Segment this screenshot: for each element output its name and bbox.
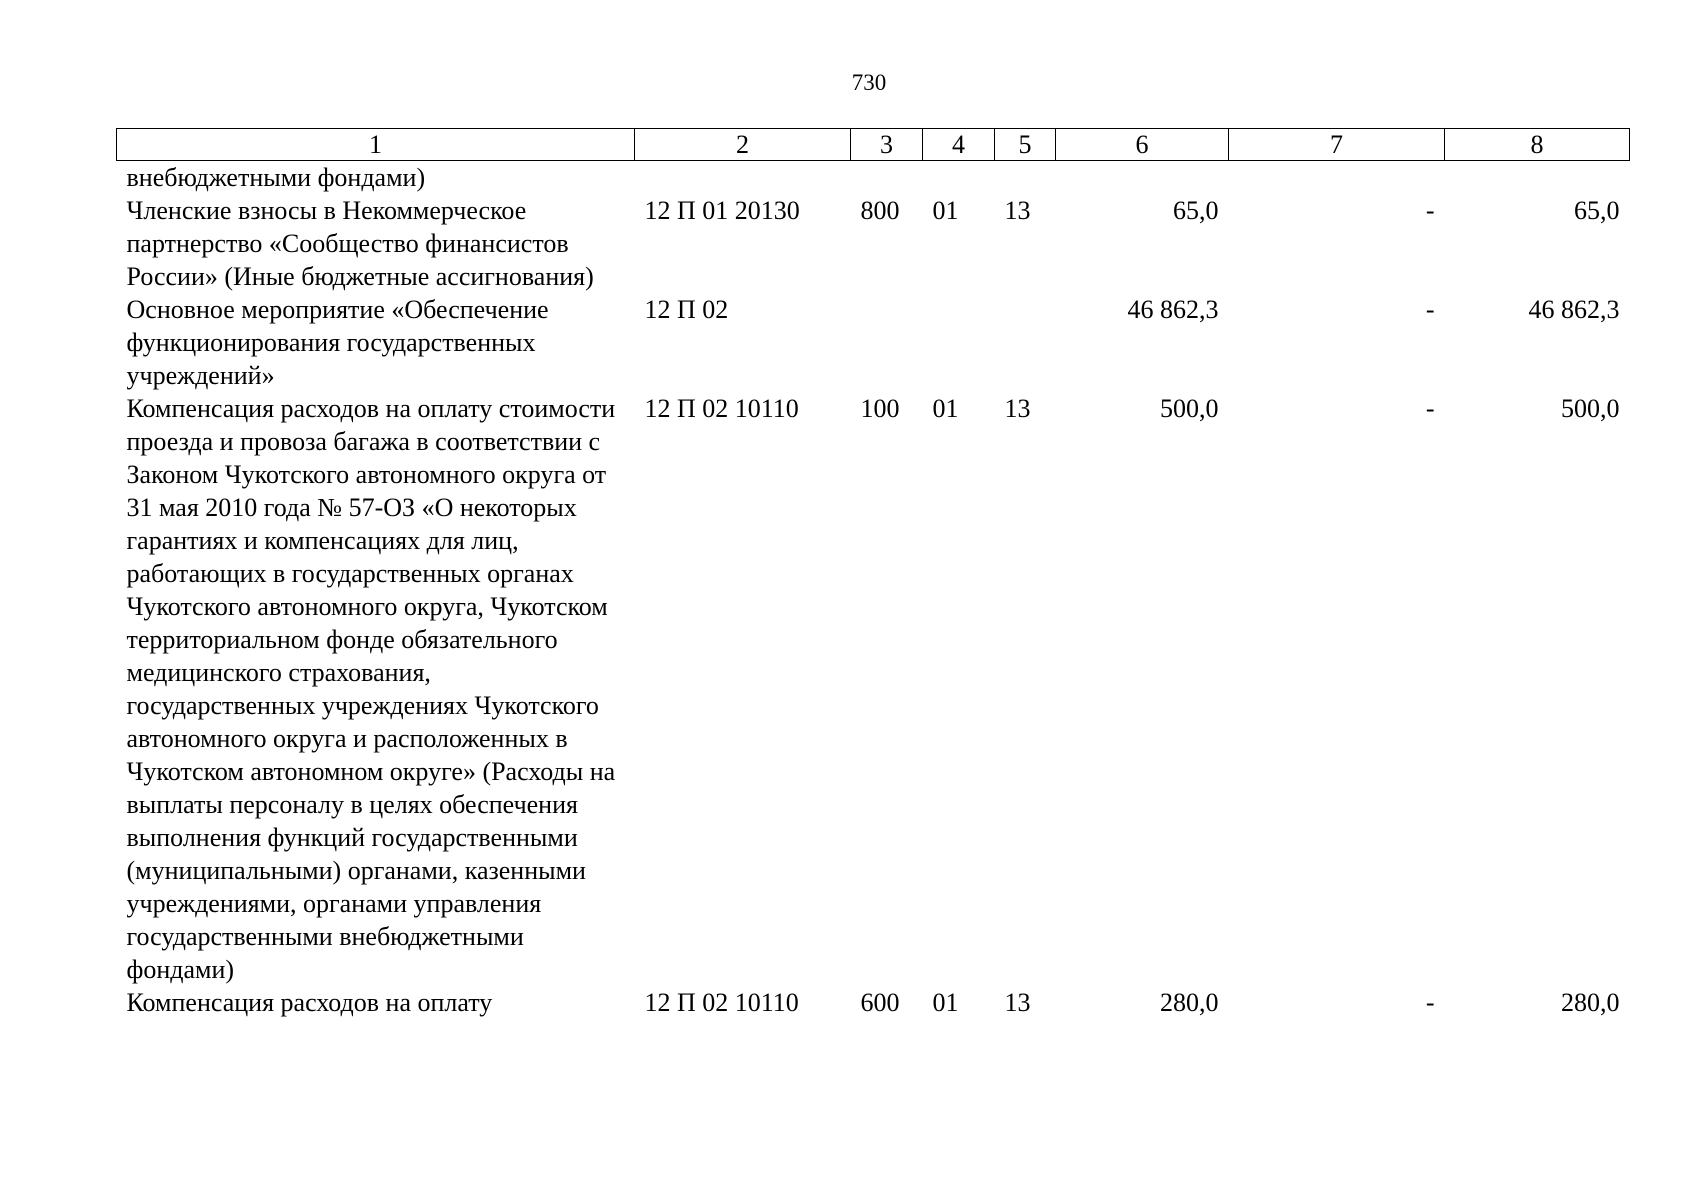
- row-pr: [995, 161, 1056, 195]
- header-col-7: 7: [1229, 129, 1445, 161]
- row-sum6: 46 862,3: [1127, 295, 1219, 324]
- row-name: Компенсация расходов на оплату: [126, 988, 493, 1017]
- header-col-6: 6: [1056, 129, 1229, 161]
- budget-table: [116, 128, 1630, 1019]
- row-sum8: 46 862,3: [1528, 295, 1620, 324]
- page-number: 730: [851, 70, 887, 95]
- row-rz: [923, 293, 995, 392]
- header-col-3: 3: [851, 129, 923, 161]
- row-sum6: 65,0: [1173, 196, 1219, 225]
- row-sum7: -: [1425, 295, 1435, 324]
- row-vr: 600: [860, 988, 900, 1017]
- table-row: [117, 392, 1630, 986]
- header-col-8: 8: [1445, 129, 1630, 161]
- table-row: [117, 194, 1630, 293]
- header-col-1: 1: [117, 129, 635, 161]
- row-sum8: 65,0: [1574, 196, 1620, 225]
- table-row: [117, 161, 1630, 195]
- row-pr: [995, 293, 1056, 392]
- table-row: [117, 986, 1630, 1019]
- header-col-5: 5: [995, 129, 1056, 161]
- row-vr: 100: [860, 394, 900, 423]
- row-pr: 13: [1004, 196, 1031, 225]
- row-vr: 800: [860, 196, 900, 225]
- row-sum7: [1229, 161, 1445, 195]
- row-code: 12 П 02 10110: [644, 988, 799, 1017]
- row-sum7: -: [1425, 394, 1435, 423]
- header-col-2: 2: [635, 129, 851, 161]
- row-rz: [923, 161, 995, 195]
- row-pr: 13: [1004, 394, 1031, 423]
- row-pr: 13: [1004, 988, 1031, 1017]
- header-col-4: 4: [923, 129, 995, 161]
- row-rz: 01: [932, 394, 959, 423]
- row-code: [635, 161, 851, 195]
- row-vr: [851, 161, 923, 195]
- row-sum8: 500,0: [1561, 394, 1620, 423]
- row-vr: [851, 293, 923, 392]
- header-row: [117, 129, 1630, 161]
- row-sum6: 500,0: [1160, 394, 1219, 423]
- row-rz: 01: [932, 988, 959, 1017]
- row-sum6: [1056, 161, 1229, 195]
- row-sum6: 280,0: [1160, 988, 1219, 1017]
- table-row: [117, 293, 1630, 392]
- row-name: внебюджетными фондами): [126, 163, 426, 192]
- row-sum7: -: [1425, 196, 1435, 225]
- row-sum7: -: [1425, 988, 1435, 1017]
- row-code: 12 П 01 20130: [644, 196, 800, 225]
- table-body: [117, 161, 1630, 1020]
- row-code: 12 П 02 10110: [644, 394, 799, 423]
- row-code: 12 П 02: [644, 295, 729, 324]
- row-name: Основное мероприятие «Обеспечение функционирования государственных учреждений»: [126, 295, 549, 390]
- row-sum8: [1445, 161, 1630, 195]
- table-header: [117, 129, 1630, 161]
- row-sum8: 280,0: [1561, 988, 1620, 1017]
- row-name: Членские взносы в Некоммерческое партнерство «Сообщество финансистов России» (Иные бюджетные ассигнования): [126, 196, 594, 291]
- row-name: Компенсация расходов на оплату стоимости проезда и провоза багажа в соответствии с Законом Чукотского автономного округа от 31 мая 2010 года № 57-ОЗ «О некоторых гарантиях и компенсациях для лиц, работающих в государственных органах Чукотского автономного округа, Чукотском территориальном фонде обязательного медицинского страхования, государственных учреждениях Чукотского автономного округа и расположенных в Чукотском автономном округе» (Расходы на выплаты персоналу в целях обеспечения выполнения функций государственными (муниципальными) органами, казенными учреждениями, органами управления государственными внебюджетными фондами): [126, 394, 616, 984]
- row-rz: 01: [932, 196, 959, 225]
